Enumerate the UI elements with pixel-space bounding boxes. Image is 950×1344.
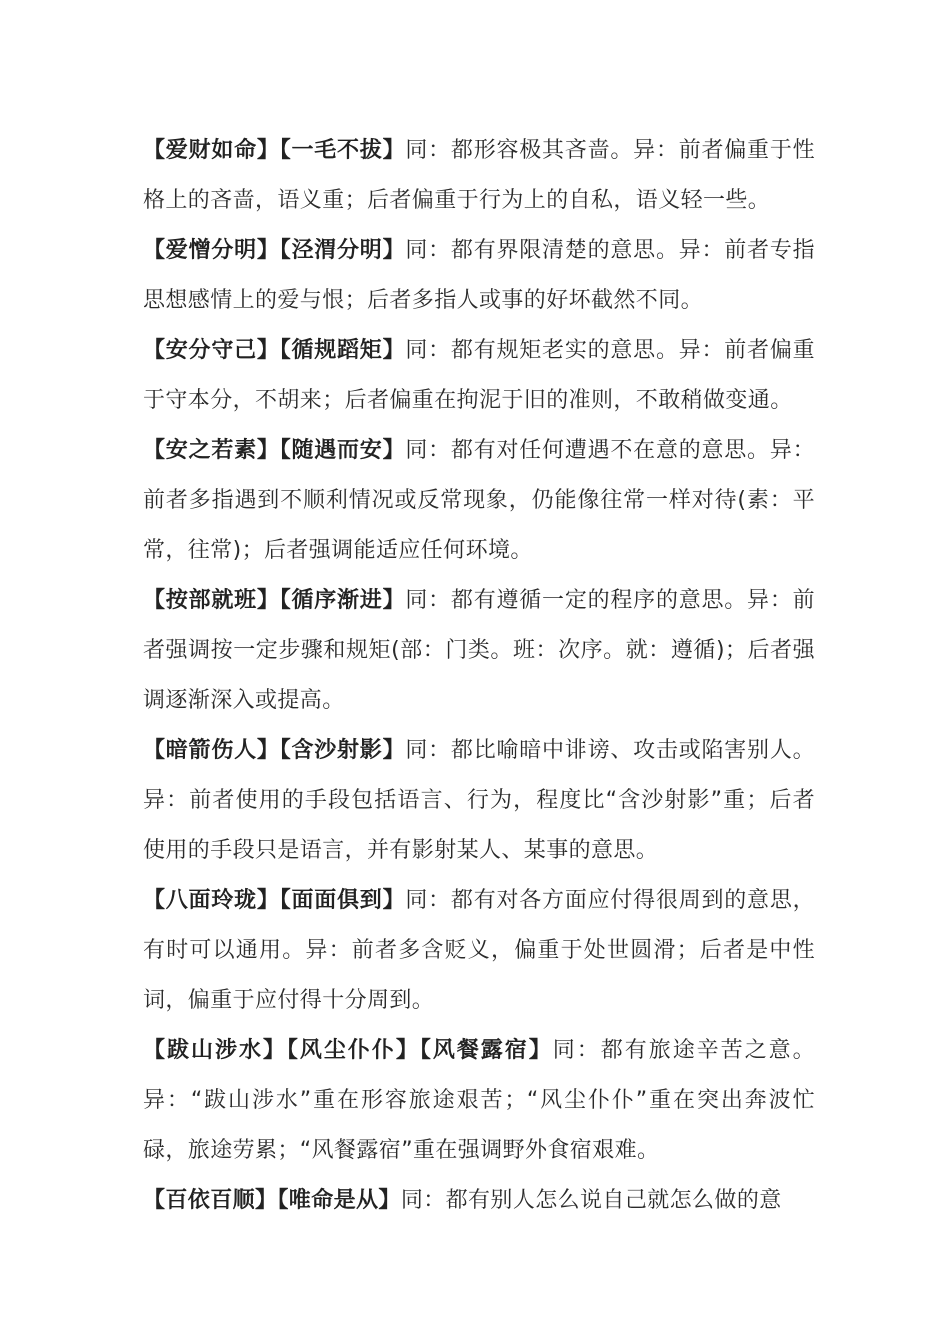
entry-aicai-yimao bbox=[143, 126, 815, 226]
idiom-term: 【风餐露宿】 bbox=[419, 1038, 553, 1063]
idiom-term: 【百依百顺】 bbox=[143, 1188, 278, 1213]
entry-explanation: 同：都有对任何遭遇不在意的意思。异：前者多指遇到不顺利情况或反常现象，仍能像往常一样对待(素：平常，往常)；后者强调能适应任何环境。 bbox=[143, 438, 816, 563]
idiom-term: 【安之若素】 bbox=[143, 438, 280, 463]
idiom-term: 【安分守己】 bbox=[143, 338, 280, 363]
idiom-term: 【面面俱到】 bbox=[279, 888, 406, 913]
idiom-term: 【八面玲珑】 bbox=[143, 888, 280, 913]
entry-explanation: 同：都有别人怎么说自己就怎么做的意 bbox=[400, 1188, 782, 1213]
entry-explanation: 同：都有旅途辛苦之意。异：“跋山涉水”重在形容旅途艰苦；“风尘仆仆”重在突出奔波忙碌，旅途劳累；“风餐露宿”重在强调野外食宿艰难。 bbox=[143, 1038, 816, 1163]
idiom-term: 【唯命是从】 bbox=[277, 1188, 401, 1213]
idiom-term: 【随遇而安】 bbox=[279, 438, 406, 463]
idiom-term: 【爱憎分明】 bbox=[143, 238, 280, 263]
entry-bashan-fengchen-fengcan bbox=[143, 1026, 815, 1176]
entry-explanation: 同：都有对各方面应付得很周到的意思，有时可以通用。异：前者多含贬义，偏重于处世圆滑；后者是中性词，偏重于应付得十分周到。 bbox=[143, 888, 816, 1013]
entry-anbu-xunxu bbox=[143, 576, 815, 726]
document-page bbox=[143, 126, 815, 1226]
entry-explanation: 同：都有规矩老实的意思。异：前者偏重于守本分，不胡来；后者偏重在拘泥于旧的准则，不敢稍做变通。 bbox=[143, 338, 816, 413]
idiom-term: 【一毛不拔】 bbox=[279, 138, 406, 163]
entry-explanation: 同：都有界限清楚的意思。异：前者专指思想感情上的爱与恨；后者多指人或事的好坏截然不同。 bbox=[143, 238, 816, 313]
idiom-term: 【风尘仆仆】 bbox=[286, 1038, 420, 1063]
entry-explanation: 同：都有遵循一定的程序的意思。异：前者强调按一定步骤和规矩(部：门类。班：次序。就：遵循)；后者强调逐渐深入或提高。 bbox=[143, 588, 816, 713]
idiom-term: 【按部就班】 bbox=[143, 588, 280, 613]
idiom-term: 【爱财如命】 bbox=[143, 138, 280, 163]
entry-anzhi-suiyu bbox=[143, 426, 815, 576]
entry-anfen-xungui bbox=[143, 326, 815, 426]
entry-bamian-mianmian bbox=[143, 876, 815, 1026]
entry-explanation: 同：都比喻暗中诽谤、攻击或陷害别人。异：前者使用的手段包括语言、行为，程度比“含沙射影”重；后者使用的手段只是语言，并有影射某人、某事的意思。 bbox=[143, 738, 816, 863]
entry-anjian-hansha bbox=[143, 726, 815, 876]
entry-aizeng-jingwei bbox=[143, 226, 815, 326]
idiom-term: 【含沙射影】 bbox=[279, 738, 406, 763]
idiom-term: 【循规蹈矩】 bbox=[279, 338, 406, 363]
idiom-term: 【循序渐进】 bbox=[279, 588, 406, 613]
idiom-term: 【泾渭分明】 bbox=[279, 238, 406, 263]
idiom-term: 【跋山涉水】 bbox=[143, 1038, 287, 1063]
idiom-term: 【暗箭伤人】 bbox=[143, 738, 280, 763]
entry-baiyi-weiming bbox=[143, 1176, 815, 1226]
entry-explanation: 同：都形容极其吝啬。异：前者偏重于性格上的吝啬，语义重；后者偏重于行为上的自私，语义轻一些。 bbox=[143, 138, 816, 213]
